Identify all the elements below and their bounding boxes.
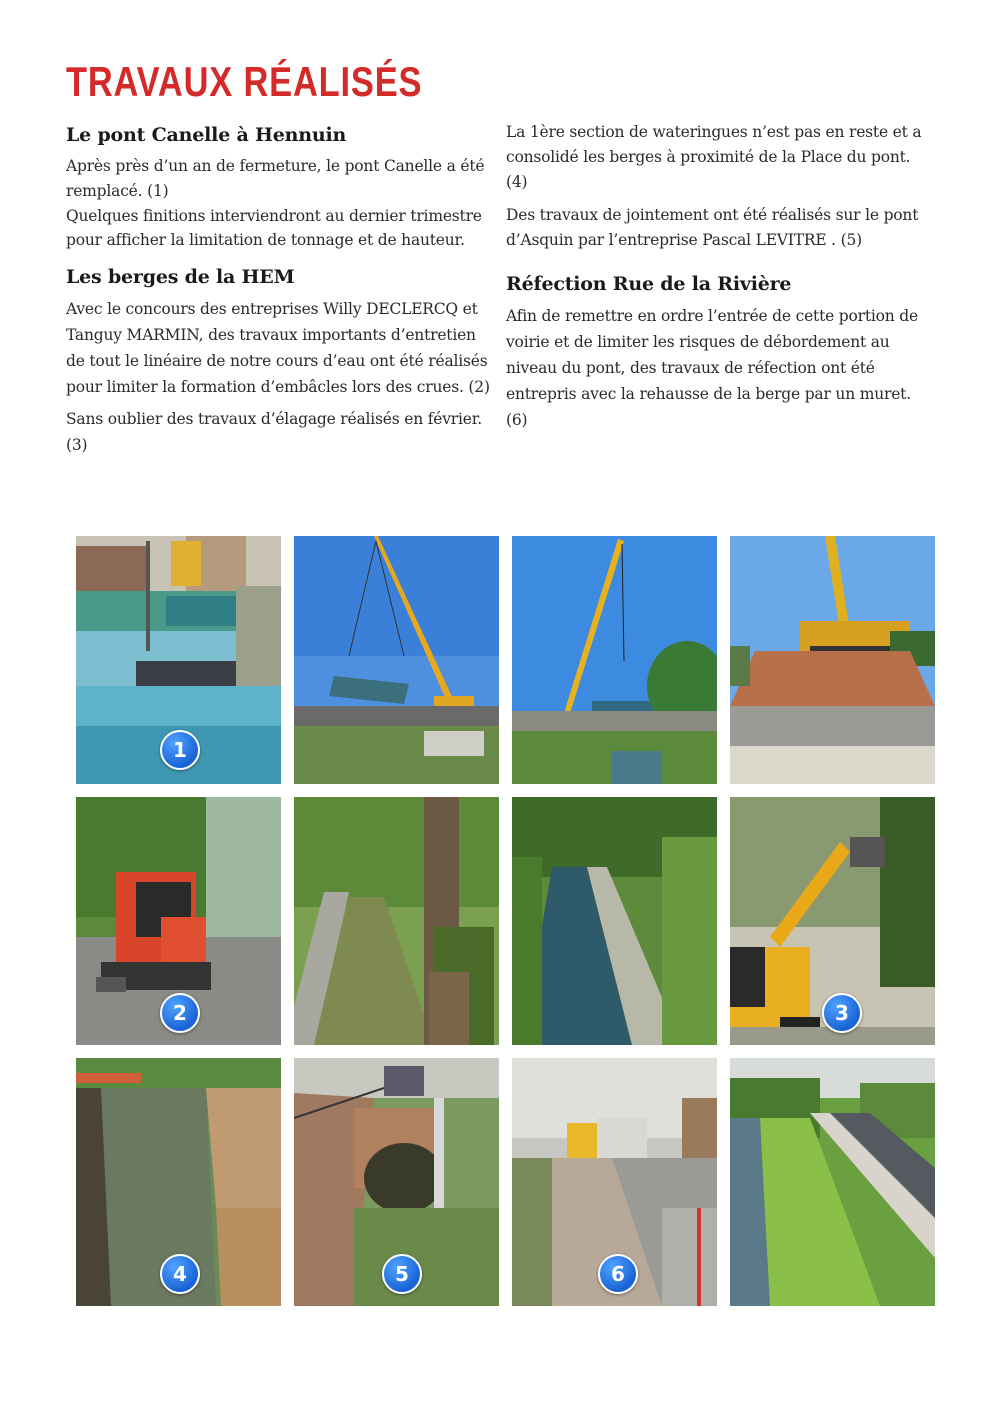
photo-crane-lifting-bridge: [294, 536, 499, 784]
photo-bridge-water: [76, 536, 281, 784]
paragraph: Afin de remettre en ordre l’entrée de cette portion de voirie et de limiter les risques de débordement au niveau du pont, des travaux de réfection ont été entrepris avec la rehausse de la berge par un muret. (6): [506, 307, 918, 429]
photo-jcb-excavator: [730, 797, 935, 1045]
photo-number-badge: 6: [598, 1254, 638, 1294]
photo-reinforced-riverbank: [76, 1058, 281, 1306]
section-heading-pont-canelle: Le pont Canelle à Hennuin: [66, 124, 347, 146]
paragraph: Avec le concours des entreprises Willy DECLERCQ et Tanguy MARMIN, des travaux importants d’entretien de tout le linéaire de notre cours d’eau ont été réalisés pour limiter la formation d’embâcles lors des crues. (2): [66, 300, 490, 396]
paragraph: Sans oublier des travaux d’élagage réalisés en février. (3): [66, 410, 482, 454]
photo-number-badge: 5: [382, 1254, 422, 1294]
left-column: [66, 124, 491, 464]
photo-grid: [76, 536, 935, 1306]
photo-number-badge: 3: [822, 993, 862, 1033]
page-title: TRAVAUX RÉALISÉS: [66, 58, 423, 105]
photo-crane-bridge-placement: [512, 536, 717, 784]
photo-riverside-road-wall: [730, 1058, 935, 1306]
paragraph: Après près d’un an de fermeture, le pont Canelle a été remplacé. (1): [66, 157, 485, 200]
section-heading-berges-hem: Les berges de la HEM: [66, 266, 295, 288]
photo-bridge-deck-crane: [730, 536, 935, 784]
photo-stone-bridge-pointing: [294, 1058, 499, 1306]
right-column: [506, 124, 931, 439]
paragraph: Des travaux de jointement ont été réalisés sur le pont d’Asquin par l’entreprise Pascal LEVITRE . (5): [506, 206, 919, 249]
photo-number-badge: 2: [160, 993, 200, 1033]
paragraph: La 1ère section de wateringues n’est pas en reste et a consolidé les berges à proximité de la Place du pont. (4): [506, 123, 922, 191]
section-heading-refection: Réfection Rue de la Rivière: [506, 273, 792, 295]
photo-number-badge: 4: [160, 1254, 200, 1294]
photo-street-works-truck: [512, 1058, 717, 1306]
photo-number-badge: 1: [160, 730, 200, 770]
photo-riverside-path-tree: [294, 797, 499, 1045]
paragraph: Quelques finitions interviendront au dernier trimestre pour afficher la limitation de tonnage et de hauteur.: [66, 207, 482, 249]
photo-mini-excavator: [76, 797, 281, 1045]
photo-canal-banks: [512, 797, 717, 1045]
